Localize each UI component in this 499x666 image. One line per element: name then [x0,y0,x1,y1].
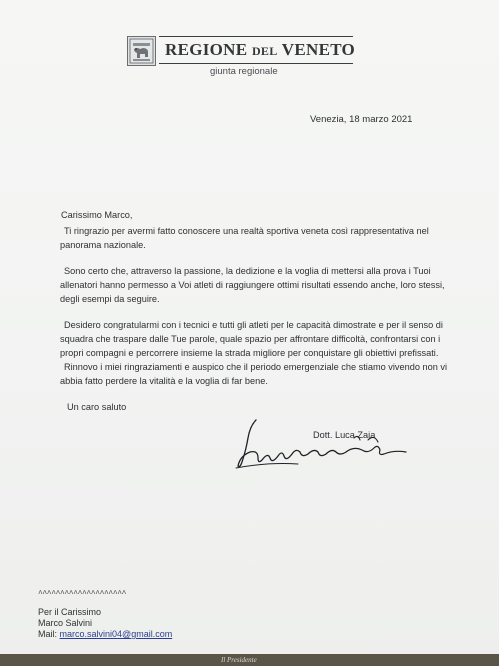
letter-paragraph: Ti ringrazio per avermi fatto conoscere una realtà sportiva veneta così rappresentativa nel panorama nazionale. [60,226,429,250]
letter-greeting: Carissimo Marco, [61,210,133,220]
handwritten-signature [228,412,418,474]
next-page-stamp: Il Presidente [221,656,257,664]
letterhead [127,36,355,68]
mail-label: Mail: [38,629,58,639]
letter-paragraph: Desidero congratularmi con i tecnici e tutti gli atleti per le capacità dimostrate e per il senso di squadra che traspare dalle Tue parole, quale spazio per affrontare difficoltà, confrontarsi con i propri compagni e percorrere insieme la strada migliore per conquistare gli obiettivi prefissati. [60,320,443,358]
region-title [165,40,355,60]
region-name-del: DEL [251,44,278,58]
region-name-part1: REGIONE [165,40,248,59]
letter-closing: Un caro saluto [67,402,127,412]
letter-paragraph: Rinnovo i miei ringraziamenti e auspico che il periodo emergenziale che stiamo vivendo non vi abbia fatto perdere la vitalità e la voglia di far bene. [60,362,448,386]
footer-recipient-line: Per il Carissimo [38,607,102,617]
region-title-box [159,36,356,64]
footer-recipient-name: Marco Salvini [38,618,93,628]
signer-name: Dott. Luca Zaia [313,430,376,440]
letter-paragraph: Sono certo che, attraverso la passione, la dedizione e la voglia di mettersi alla prova i Tuoi allenatori hanno permesso a Voi atleti di raggiungere ottimi risultati essendo anche, loro stessi, degli esempi da seguire. [60,266,445,304]
letter-date: Venezia, 18 marzo 2021 [310,114,413,125]
lion-crest-icon [127,36,156,66]
header-subtitle: giunta regionale [210,66,278,77]
separator-carets: ^^^^^^^^^^^^^^^^^^^^ [38,590,127,599]
mail-link[interactable]: marco.salvini04@gmail.com [59,629,173,639]
region-name-part2: VENETO [281,40,356,59]
footer-mail-line [38,629,172,639]
